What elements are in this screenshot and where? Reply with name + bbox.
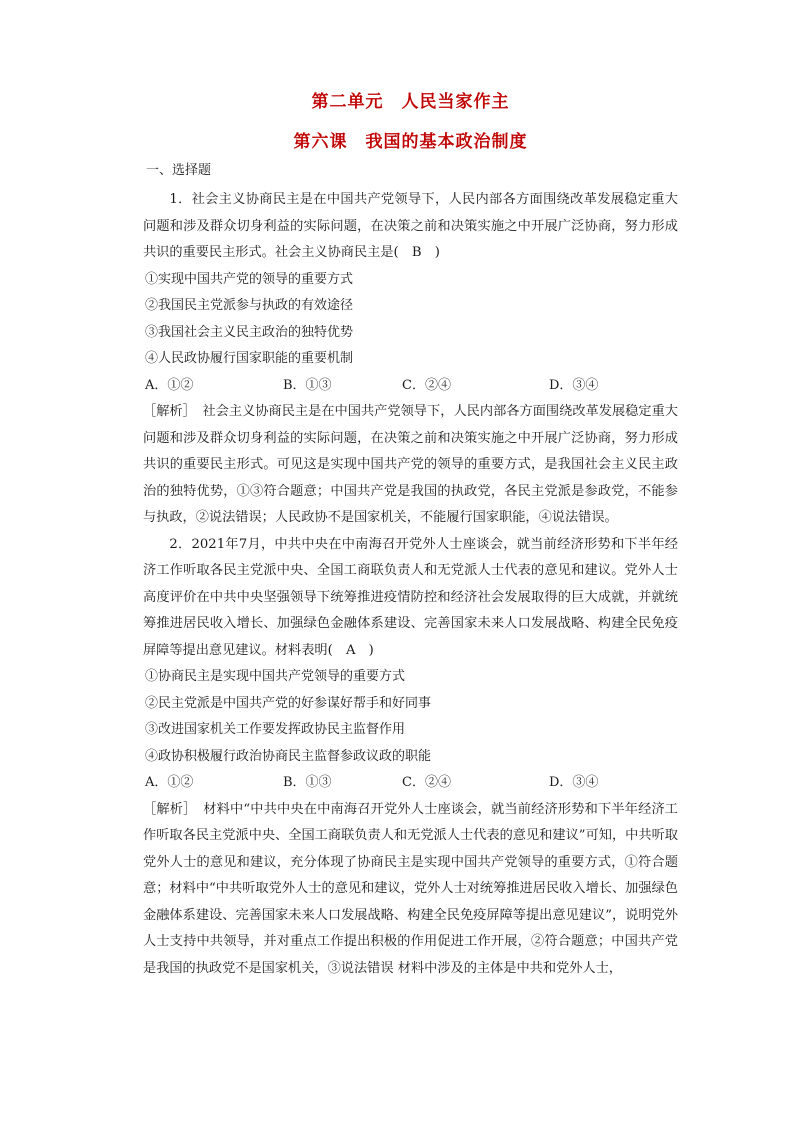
- question-1-choice-a: A．①②: [145, 377, 194, 393]
- question-2: [143, 532, 678, 983]
- question-1: [143, 187, 678, 532]
- question-2-stem: 2．2021年7月，中共中央在中南海召开党外人士座谈会，就当前经济形势和下半年经济工作听取各民主党派中央、全国工商联负责人和无党派人士代表的意见和建议。党外人士高度评价在中共中央坚强领导下统筹推进疫情防控和经济社会发展取得的巨大成就，并就统筹推进居民收入增长、加强绿色金融体系建设、完善国家未来人口发展战略、构建全民免疫屏障等提出意见建议。材料表明( A ): [143, 536, 678, 658]
- question-2-option-2: ②民主党派是中国共产党的好参谋好帮手和好同事: [145, 695, 432, 711]
- question-2-choice-c: C．②④: [402, 775, 451, 790]
- question-1-choice-c: C．②④: [402, 377, 451, 393]
- question-1-option-3: ③我国社会主义民主政治的独特优势: [145, 324, 354, 340]
- question-2-option-3: ③改进国家机关工作要发挥政协民主监督作用: [145, 722, 406, 737]
- question-1-choices: [145, 373, 678, 400]
- section-label: 一、选择题: [146, 163, 212, 178]
- question-2-choice-d: D．③④: [549, 775, 599, 790]
- question-2-option-4: ④政协积极履行政治协商民主监督参政议政的职能: [145, 748, 432, 764]
- question-1-choice-d: D．③④: [549, 377, 599, 393]
- question-2-choice-b: B．①③: [283, 775, 332, 790]
- question-1-analysis: ［解析］ 社会主义协商民主是在中国共产党领导下，人民内部各方面围绕改革发展稳定重大问题和涉及群众切身利益的实际问题，在决策之前和决策实施之中开展广泛协商，努力形成共识的重要民主形式。可见这是实现中国共产党的领导的重要方式，是我国社会主义民主政治的独特优势，①③符合题意；中国共产党是我国的执政党，各民主党派是参政党，不能参与执政，②说法错误；人民政协不是国家机关，不能履行国家职能，④说法错误。: [143, 404, 678, 525]
- question-1-stem: 1．社会主义协商民主是在中国共产党领导下，人民内部各方面围绕改革发展稳定重大问题和涉及群众切身利益的实际问题，在决策之前和决策实施之中开展广泛协商，努力形成共识的重要民主形式。社会主义协商民主是( B ): [143, 192, 678, 260]
- question-1-option-4: ④人民政协履行国家职能的重要机制: [145, 351, 354, 366]
- question-2-analysis: ［解析］ 材料中“中共中央在中南海召开党外人士座谈会，就当前经济形势和下半年经济工作听取各民主党派中央、全国工商联负责人和无党派人士代表的意见和建议”可知，中共听取党外人士的意见和建议，充分体现了协商民主是实现中国共产党领导的重要方式，①符合题意；材料中“中共听取党外人士的意见和建议，党外人士对统筹推进居民收入增长、加强绿色金融体系建设、完善国家未来人口发展战略、构建全民免疫屏障等提出意见建议”，说明党外人士支持中共领导，并对重点工作提出积极的作用促进工作开展，②符合题意；中国共产党是我国的执政党不是国家机关，③说法错误 材料中涉及的主体是中共和党外人士，: [143, 801, 678, 976]
- lesson-title: 第六课 我国的基本政治制度: [293, 132, 528, 152]
- question-2-choice-a: A．①②: [145, 775, 194, 790]
- question-2-choices: [145, 770, 678, 797]
- question-1-choice-b: B．①③: [283, 377, 332, 393]
- question-1-option-1: ①实现中国共产党的领导的重要方式: [145, 271, 354, 287]
- question-2-option-1: ①协商民主是实现中国共产党领导的重要方式: [145, 669, 406, 684]
- unit-title: 第二单元 人民当家作主: [311, 92, 510, 112]
- question-1-option-2: ②我国民主党派参与执政的有效途径: [145, 298, 354, 313]
